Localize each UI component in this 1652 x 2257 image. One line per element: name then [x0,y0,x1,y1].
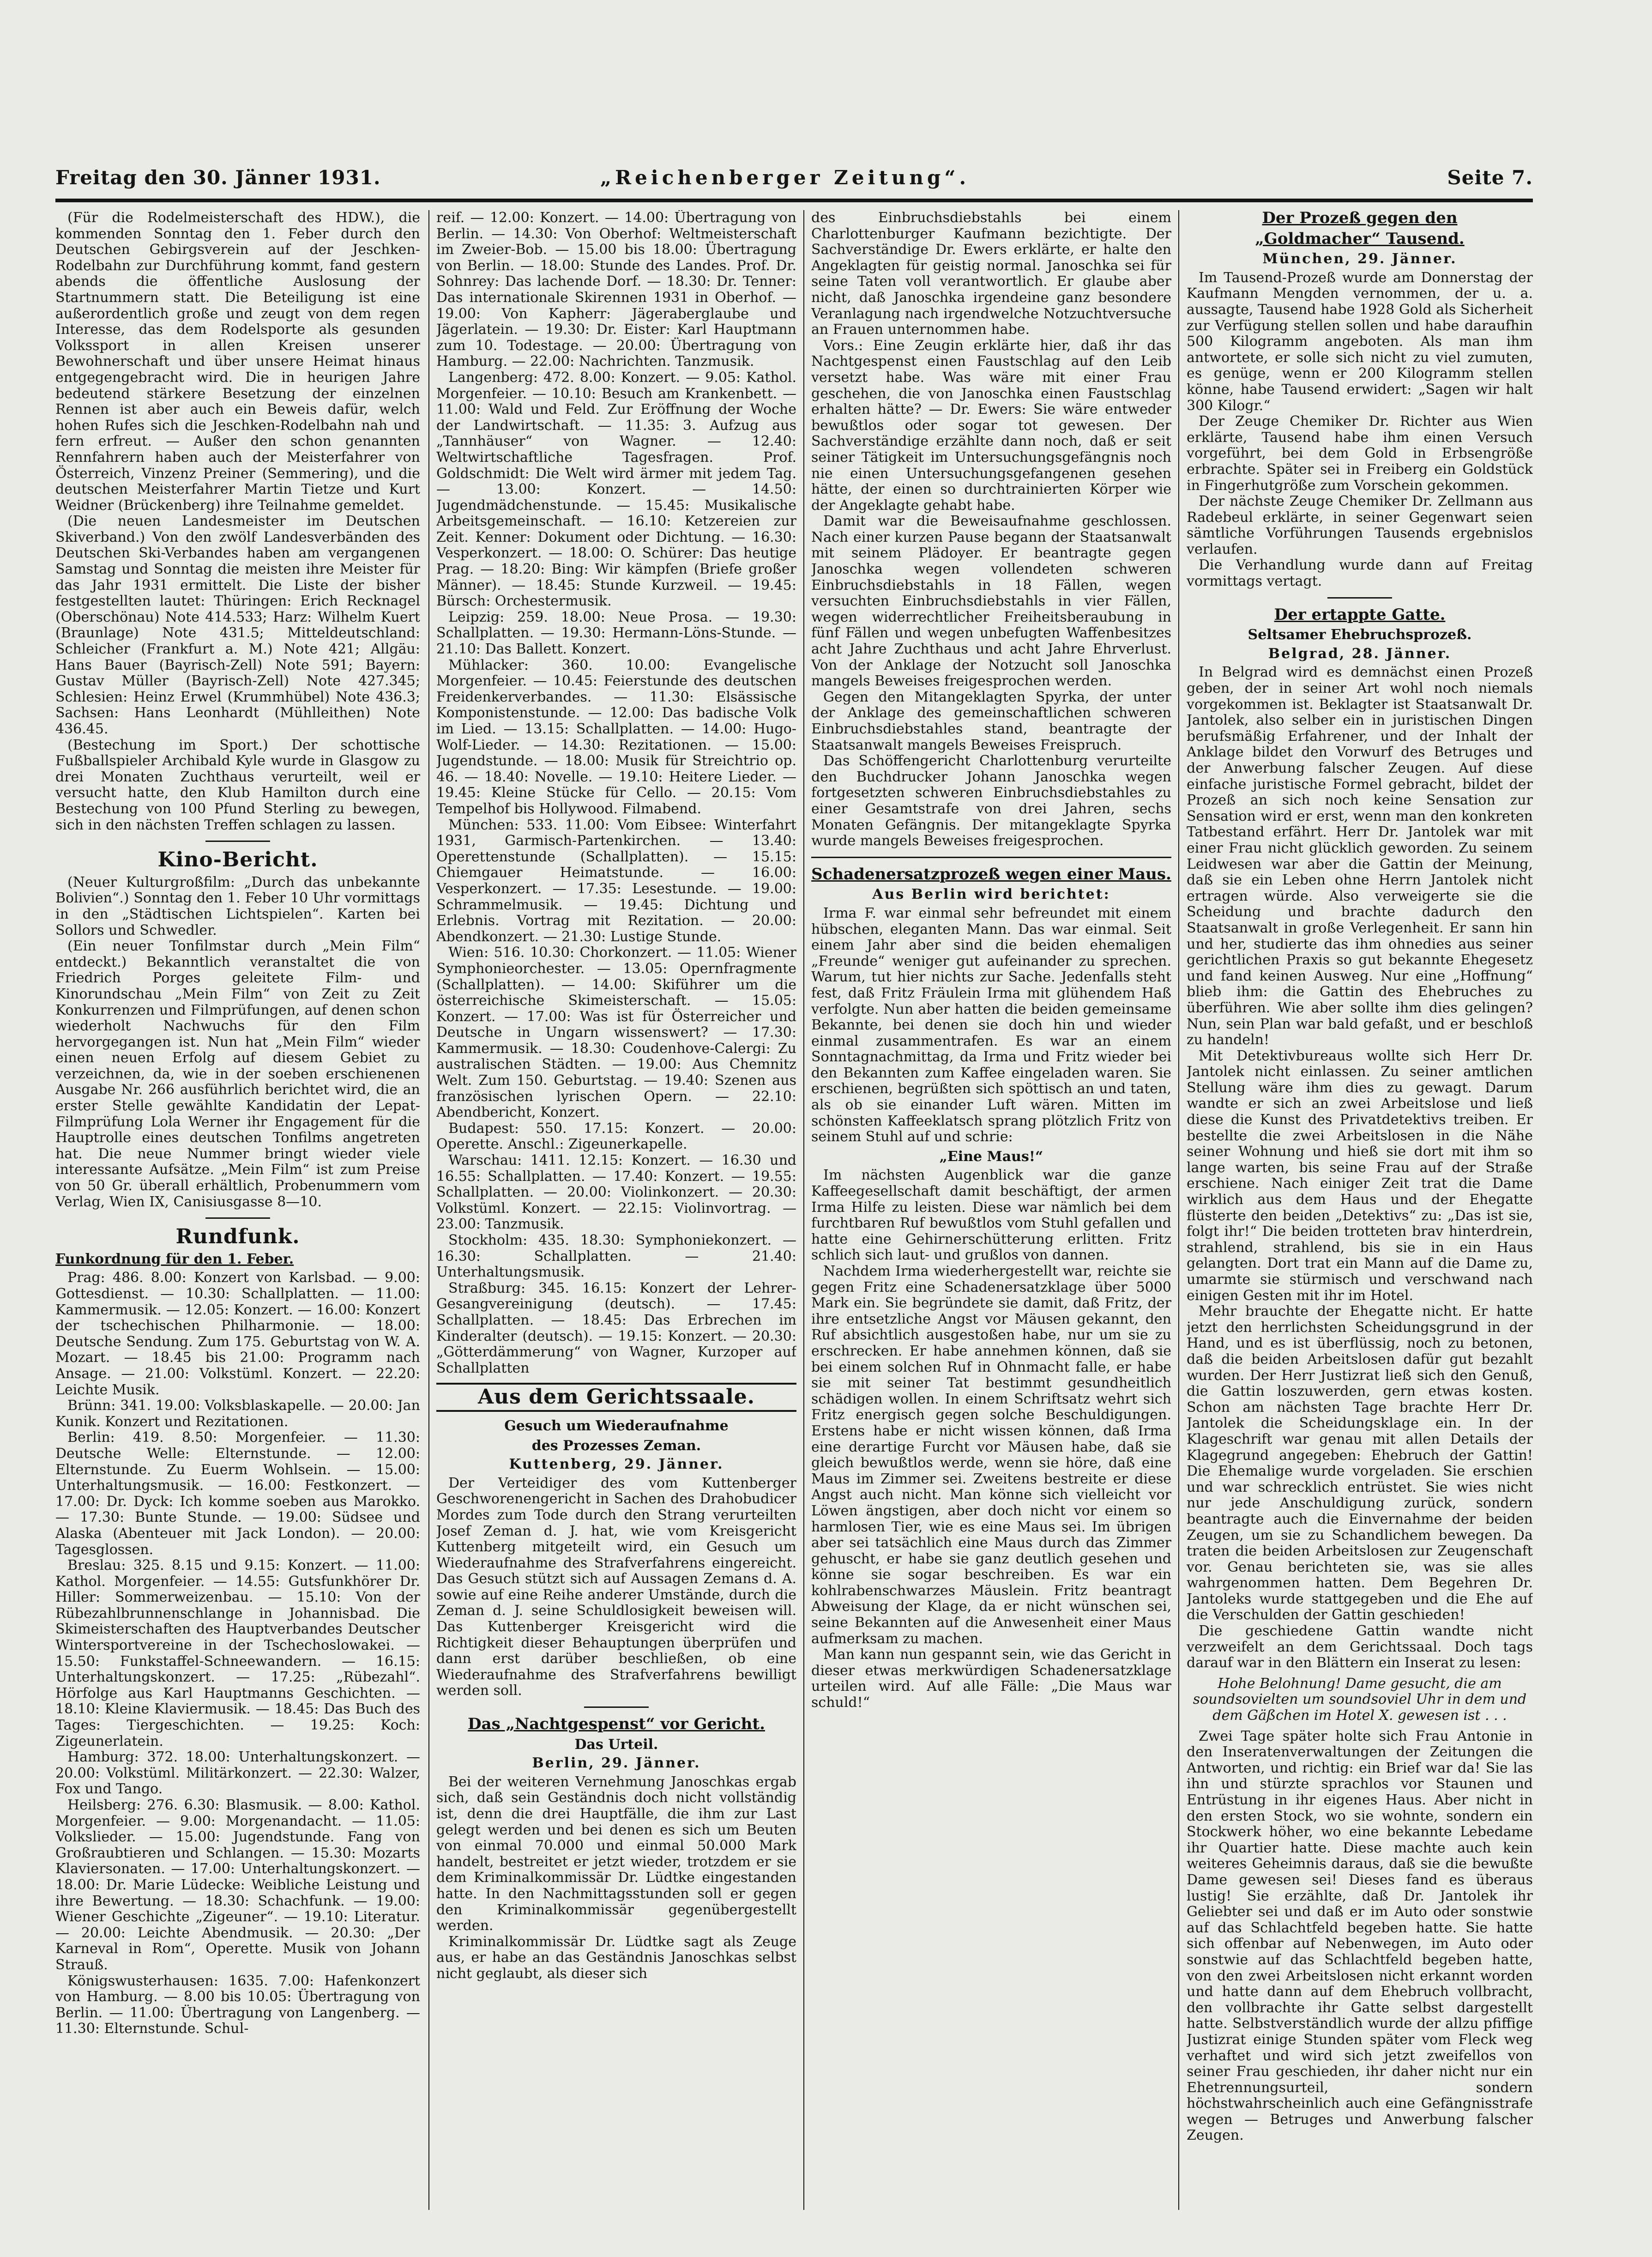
article-paragraph: Damit war die Beweisaufnahme geschlossen. Nach einer kurzen Pause begann der Staatsanwalt mit seinem Plädoyer. Er beantragte gegen Janoschka wegen vollendeten schweren Einbruchsdiebstahls in 18 Fällen, wegen versuchten Einbruchsdiebstahls in vier Fällen, wegen widerrechtlicher Freiheitsberaubung in fünf Fällen und wegen unbefugten Waffenbesitzes acht Jahre Zuchthaus und acht Jahre Ehrverlust. Von der Anklage der Notzucht soll Janoschka mangels Beweises freigesprochen werden. [811,513,1171,690]
separator [1327,597,1392,599]
masthead [55,166,1533,194]
separator [811,857,1171,858]
article-tausend-3: Der nächste Zeuge Chemiker Dr. Zellmann aus Radebeul erklärte, in seiner Gegenwart seien sämtliche Vorführungen Tausends ergebnislos verlaufen. [1187,493,1533,557]
header-rule [55,199,1533,202]
program-langenberg: Langenberg: 472. 8.00: Konzert. — 9.05: Kathol. Morgenfeier. — 10.10: Besuch am Krankenbett. — 11.00: Wald und Feld. Zur Eröffnung der Woche der Landwirtschaft. — 11.35: 3. Aufzug aus „Tannhäuser“ von Wagner. — 12.40: Weltwirtschaftliche Tagesfragen. Prof. Goldschmidt: Die Welt wird ärmer mit jedem Tag. — 13.00: Konzert. — 14.50: Jugendmädchenstunde. — 15.45: Musikalische Arbeitsgemeinschaft. — 16.10: Ketzereien zur Zeit. Kenner: Dokument oder Dichtung. — 16.30: Vesperkonzert. — 18.00: O. Schürer: Das heutige Prag. — 18.20: Bing: Wir kämpfen (Briefe großer Männer). — 18.45: Stunde Kurzweil. — 19.45: Bürsch: Orchestermusik. [436,369,796,610]
article-heading-tausend-1: Der Prozeß gegen den [1262,210,1458,227]
article-maus-1: Irma F. war einmal sehr befreundet mit einem hübschen, eleganten Mann. Das war einmal. Seit einem Jahr aber sind die beiden ehemaligen „Freunde“ weniger gut aufeinander zu sprechen. Warum, tut hier nichts zur Sache. Jedenfalls steht fest, daß Fritz Fräulein Irma mit glühendem Haß verfolgte. Nun aber hatten die beiden gemeinsame Bekannte, bei denen sie doch hin und wieder einmal zusammentrafen. Es war an einem Sonntagnachmittag, da Irma und Fritz wieder bei den Bekannten zum Kaffee eingeladen waren. Sie erschienen, begrüßten sich spöttisch an und taten, als ob sie einander Luft wären. Mitten im schönsten Kaffeeklatsch sprang plötzlich Fritz von seinem Stuhl auf und schrie: [811,905,1171,1145]
article-zeman: Der Verteidiger des vom Kuttenberger Geschworenengericht in Sachen des Drahobudicer Mordes zum Tode durch den Strang verurteilten Josef Zeman d. J. hat, wie vom Kreisgericht Kuttenberg mitgeteilt wird, ein Gesuch um Wiederaufnahme des Strafverfahrens eingereicht. Das Gesuch stützt sich auf Aussagen Zemans d. A. sowie auf eine Reihe anderer Umstände, durch die Zeman d. J. seine Schuldlosigkeit beweisen will. Das Kuttenberger Kreisgericht wird die Richtigkeit dieser Behauptungen überprüfen und dann erst darüber beschließen, ob eine Wiederaufnahme des Strafverfahrens bewilligt werden soll. [436,1475,796,1699]
program-muenchen: München: 533. 11.00: Vom Eibsee: Winterfahrt 1931, Garmisch-Partenkirchen. — 13.40: Operettenstunde (Schallplatten). — 15.15: Chiemgauer Heimatstunde. — 16.00: Vesperkonzert. — 17.35: Lesestunde. — 19.00: Schrammelmusik. — 19.45: Dichtung und Erlebnis. Vortrag mit Rezitation. — 20.00: Abendkonzert. — 21.30: Lustige Stunde. [436,817,796,945]
article-gatte-5: Zwei Tage später holte sich Frau Antonie in den Inseratenverwaltungen der Zeitungen die Antworten, und richtig: ein Brief war da! Sie las ihn und stürzte sprachlos vor Staunen und Entrüstung in ihr eigenes Haus. Aber nicht in den ersten Stock, wo sie wohnte, sondern ein Stockwerk höher, wo eine bekannte Lebedame ihr Quartier hatte. Diese machte auch kein weiteres Geheimnis daraus, daß sie die bewußte Dame gewesen sei! Dieses fand es überaus lustig! Sie erzählte, daß Dr. Jantolek ihr Geliebter sei und daß er im Auto oder sonstwie auf das Schlachtfeld begeben hatte. Sie hatte sich offenbar auf Nebenwegen, im Auto oder sonstwie auf das Schlachtfeld begeben hatte, von den zwei Arbeitslosen nicht erkannt worden und hatte dann auf dem Ehebruch vollbracht, den vollbrachte ihr Gatte selbst dargestellt hatte. Selbstverständlich wurde der allzu pfiffige Justizrat einige Stunden später vom Fleck weg verhaftet und wird sich jetzt zweifellos von seiner Frau geschieden, ihr daher nicht nur ein Ehetrennungsurteil, sondern höchstwahrscheinlich auch eine Gefängnisstrafe wegen — Betruges und Anwerbung falscher Zeugen. [1187,1728,1533,2144]
issue-date: Freitag den 30. Jänner 1931. [55,166,381,189]
article-rodel: (Für die Rodelmeisterschaft des HDW.), die kommenden Sonntag den 1. Feber durch den Deutschen Gebirgsverein auf der Jeschken-Rodelbahn zur Durchführung kommt, fand gestern abends die öffentliche Auslosung der Startnummern statt. Die Beteiligung ist eine außerordentlich große und zeugt von dem regen Interesse, das dem Rodelsporte als gesunden Volkssport in allen Kreisen unserer Bewohnerschaft und über unsere Heimat hinaus entgegengebracht wird. Die in heurigen Jahre bedeutend stärkere Besetzung der einzelnen Rennen ist aber auch ein Beweis dafür, welch hohen Rufes sich die Jeschken-Rodelbahn nah und fern erfreut. — Außer den schon genannten Rennfahrern haben auch der Meisterfahrer von Österreich, Vinzenz Preiner (Semmering), und die deutschen Meisterfahrer Martin Tietze und Kurt Weidner (Brückenberg) ihre Teilnahme gemeldet. [55,210,420,514]
column-3 [811,210,1171,2210]
article-nachtgespenst-1: Bei der weiteren Vernehmung Janoschkas ergab sich, daß sein Geständnis doch nicht vollständig ist, denn die drei Hauptfälle, die ihm zur Last gelegt werden und bei denen es sich um Beuten von einmal 70.000 und einmal 50.000 Mark handelt, bestreitet er jetzt wieder, trotzdem er sie dem Kriminalkommissär Dr. Lüdtke eingestanden hatte. In den Nachmittagsstunden soll er gegen den Kriminalkommissär gegenübergestellt werden. [436,1773,796,1934]
article-tausend-1: Im Tausend-Prozeß wurde am Donnerstag der Kaufmann Mengden vernommen, der u. a. aussagte, Tausend habe 1928 Gold als Sicherheit zur Verfügung stellen sollen und habe daraufhin 500 Kilogramm angeboten. Als man ihm antwortete, er solle sich nicht zu viel zumuten, es genüge, wenn er 200 Kilogramm stellen könne, habe Tausend erwidert: „Sagen wir halt 300 Kilogr.“ [1187,269,1533,414]
column-divider [428,210,429,2210]
article-kino-2: (Ein neuer Tonfilmstar durch „Mein Film“ entdeckt.) Bekanntlich veranstaltet die von Friedrich Porges geleitete Film- und Kinorundschau „Mein Film“ von Zeit zu Zeit Konkurrenzen und Filmprüfungen, auf denen schon wiederholt Nachwuchs für den Film hervorgegangen ist. Nun hat „Mein Film“ wieder einen neuen Erfolg auf diesem Gebiet zu verzeichnen, da, wie in der soeben erschienenen Ausgabe Nr. 266 ausführlich berichtet wird, die an erster Stelle gewählte Kandidatin der Lepat-Filmprüfung Lola Werner ihr Engagement für die Hauptrolle eines deutschen Tonfilms angetreten hat. Die neue Nummer bringt wieder viele interessante Aufsätze. „Mein Film“ ist zum Preise von 50 Gr. überall erhältlich, Probenummern vom Verlag, Wien IX, Canisiusgasse 8—10. [55,938,420,1210]
section-heading-rundfunk: Rundfunk. [175,1225,300,1249]
program-muehlacker: Mühlacker: 360. 10.00: Evangelische Morgenfeier. — 10.45: Feierstunde des deutschen Freidenkerverbandes. — 11.30: Elsässische Komponistenstunde. — 12.00: Das badische Volk im Lied. — 13.15: Schallplatten. — 14.00: Hugo-Wolf-Lieder. — 14.30: Rezitationen. — 15.00: Jugendstunde. — 18.00: Musik für Streichtrio op. 46. — 18.40: Novelle. — 19.10: Heitere Lieder. — 19.45: Kleine Stücke für Cello. — 20.15: Vom Tempelhof bis Hollywood. Filmabend. [436,657,796,817]
column-4 [1187,210,1533,2210]
program-berlin: Berlin: 419. 8.50: Morgenfeier. — 11.30: Deutsche Welle: Elternstunde. — 12.00: Elternstunde. Zu Euerm Wohlsein. — 15.00: Unterhaltungsmusik. — 16.00: Festkonzert. — 17.00: Dr. Dyck: Ich komme soeben aus Marokko. — 17.30: Bunte Stunde. — 19.00: Südsee und Alaska (Abenteuer mit Jack London). — 20.00: Tagesglossen. [55,1429,420,1558]
column-divider [1178,210,1179,2210]
newspaper-name: „Reichenberger Zeitung“. [600,166,970,189]
article-heading-zeman-1: Gesuch um Wiederaufnahme [504,1417,729,1434]
program-warschau: Warschau: 1411. 12.15: Konzert. — 16.30 und 16.55: Schallplatten. — 17.40: Konzert. — 19.55: Schallplatten. — 20.00: Violinkonzert. — 20.30: Volkstüml. Konzert. — 22.15: Violinvortrag. — 23.00: Tanzmusik. [436,1152,796,1233]
article-bestechung: (Bestechung im Sport.) Der schottische Fußballspieler Archibald Kyle wurde in Glasgow zu drei Monaten Zuchthaus verurteilt, weil er versucht hatte, den Klub Hamilton durch eine Bestechung von 100 Pfund Sterling zu bewegen, sich in den nächsten Treffen schlagen zu lassen. [55,737,420,833]
article-skiverband: (Die neuen Landesmeister im Deutschen Skiverband.) Von den zwölf Landesverbänden des Deutschen Ski-Verbandes haben am vergangenen Samstag und Sonntag die meisten ihre Meister für das Jahr 1931 ermittelt. Die Liste der bisher festgestellten lautet: Thüringen: Erich Recknagel (Oberschönau) Note 414.533; Harz: Wilhelm Kuert (Braunlage) Note 431.5; Mitteldeutschland: Schleicher (Frankfurt a. M.) Note 421; Allgäu: Hans Bauer (Bayrisch-Zell) Note 591; Bayern: Gustav Müller (Bayrisch-Zell) Note 427.345; Schlesien: Heinz Erwel (Krummhübel) Note 436.3; Sachsen: Hans Leonhardt (Mühlleithen) Note 436.45. [55,513,420,737]
article-gatte-4: Die geschiedene Gattin wandte nicht verzweifelt an dem Gerichtssaal. Doch tags darauf war in den Blättern ein Inserat zu lesen: [1187,1623,1533,1671]
separator [584,1706,649,1708]
article-paragraph: Das Schöffengericht Charlottenburg verurteilte den Buchdrucker Johann Janoschka wegen fortgesetzten schweren Einbruchsdiebstahles zu einer Gesamtstrafe von drei Jahren, sechs Monaten Gefängnis. Der mitangeklagte Spyrka wurde mangels Beweises freigesprochen. [811,753,1171,849]
program-hamburg: Hamburg: 372. 18.00: Unterhaltungskonzert. — 20.00: Volkstüml. Militärkonzert. — 22.30: Walzer, Fox und Tango. [55,1749,420,1797]
program-breslau: Breslau: 325. 8.15 und 9.15: Konzert. — 11.00: Kathol. Morgenfeier. — 14.55: Gutsfunkhörer Dr. Hiller: Sommerweizenbau. — 15.10: Von der Rübezahlbrunnenschlange in Johannisbad. Die Skimeisterschaften des Hauptverbandes Deutscher Wintersportvereine in der Tschechoslowakei. — 15.50: Funkstaffel-Schneewandern. — 16.15: Unterhaltungskonzert. — 17.25: „Rübezahl“. Hörfolge aus Karl Hauptmanns Geschichten. — 18.10: Kleine Klaviermusik. — 18.45: Das Buch des Tages: Tiergeschichten. — 19.25: Koch: Zigeunerlatein. [55,1557,420,1749]
article-gatte-2: Mit Detektivbureaus wollte sich Herr Dr. Jantolek nicht einlassen. Zu seiner amtlichen Stellung wäre ihm dies zu gewagt. Darum wandte er sich an zwei Arbeitslose und ließ diese die Kunst des Privatdetektivs treiben. Er bestellte die zwei Arbeitslosen in die Nähe seiner Wohnung und hieß sie dort mit ihm so lange warten, bis seine Frau auf der Straße erschiene. Nach einiger Zeit trat die Dame wirklich aus dem Haus und der Ehegatte flüsterte den beiden „Detektivs“ zu: „Das ist sie, folgt ihr!“ Die beiden trotteten brav hinterdrein, strahlend, strahlend, bis sie in ein Haus gelangten. Dort trat ein Mann auf die Dame zu, umarmte sie stürmisch und verschwand nach einigen Gesten mit ihr im Hotel. [1187,1047,1533,1304]
dateline: Kuttenberg, 29. Jänner. [509,1456,724,1473]
section-heading-gericht: Aus dem Gerichtssaale. [477,1385,755,1409]
article-maus-3: Nachdem Irma wiederhergestellt war, reichte sie gegen Fritz eine Schadenersatzklage über 5000 Mark ein. Sie begründete sie damit, daß Fritz, der ihre entsetzliche Angst vor Mäusen gekannt, den Ruf absichtlich ausgestoßen habe, nur um sie zu erschrecken. Er habe annehmen können, daß sie bei einem solchen Ruf in Ohnmacht falle, er habe sie mit seiner Tat bestimmt gesundheitlich schädigen wollen. In einem Schriftsatz wehrt sich Fritz energisch gegen solche Beschuldigungen. Erstens habe er nicht wissen können, daß Irma eine derartige Furcht vor Mäusen habe, daß sie gleich bewußtlos werde, wenn sie höre, daß eine Maus im Zimmer sei. Zweitens bestreite er diese Angst auch nicht. Man könne sich vielleicht vor Löwen ängstigen, aber doch nicht vor einem so harmlosen Tier, wie es eine Maus sei. Im übrigen aber sei tatsächlich eine Maus durch das Zimmer gehuscht, er habe sie ganz deutlich gesehen und könne sie sogar beschreiben. Es war ein kohlrabenschwarzes Mäuslein. Fritz beantragt Abweisung der Klage, da er nicht wünschen sei, seine Bekannten auf die Anwesenheit einer Maus aufmerksam zu machen. [811,1263,1171,1647]
column-2 [436,210,796,2210]
article-kino-1: (Neuer Kulturgroßfilm: „Durch das unbekannte Bolivien“.) Sonntag den 1. Feber 10 Uhr vormittags in den „Städtischen Lichtspielen“. Karten bei Sollors und Schwedler. [55,874,420,938]
article-subheading: Das Urteil. [574,1736,658,1753]
article-maus-4: Man kann nun gespannt sein, wie das Gericht in dieser etwas merkwürdigen Schadenersatzklage urteilen wird. Auf alle Fälle: „Die Maus war schuld!“ [811,1646,1171,1711]
page-number: Seite 7. [1447,166,1533,189]
program-strassburg: Straßburg: 345. 16.15: Konzert der Lehrer-Gesangvereinigung (deutsch). — 17.45: Schallplatten. — 18.45: Das Erbrechen im Kinderalter (deutsch). — 19.15: Konzert. — 20.30: „Götterdämmerung“ von Wagner, Kurzoper auf Schallplatten [436,1280,796,1376]
column-1 [55,210,420,2210]
dateline: Aus Berlin wird berichtet: [872,886,1110,903]
program-budapest: Budapest: 550. 17.15: Konzert. — 20.00: Operette. Anschl.: Zigeunerkapelle. [436,1120,796,1153]
article-paragraph: Vors.: Eine Zeugin erklärte hier, daß ihr das Nachtgespenst einen Faustschlag auf den Leib versetzt habe. Was wäre mit einer Frau geschehen, die von Janoschka einen Faustschlag erhalten hätte? — Dr. Ewers: Sie wäre entweder bewußtlos oder sogar tot gewesen. Der Sachverständige erzählte dann noch, daß er seit seiner Tätigkeit im Untersuchungsgefängnis noch nie einen Untersuchungsgefangenen gesehen hätte, der einen so durchtrainierten Körper wie der Angeklagte gehabt habe. [811,337,1171,514]
article-heading-gatte: Der ertappte Gatte. [1274,605,1446,624]
article-heading-maus: Schadenersatzprozeß wegen einer Maus. [811,865,1171,883]
article-quote: „Eine Maus!“ [939,1148,1043,1165]
dateline: Belgrad, 28. Jänner. [1268,645,1452,662]
section-heading-kino: Kino-Bericht. [157,848,318,872]
separator [205,1217,270,1219]
dateline: München, 29. Jänner. [1262,251,1457,267]
article-continued: des Einbruchsdiebstahls bei einem Charlottenburger Kaufmann bezichtigte. Der Sachverständige Dr. Ewers erklärte, er halte den Angeklagten für geistig normal. Janoschka sei für seine Taten voll verantwortlich. Er glaube aber nicht, daß Janoschka irgendeine ganz besondere Veranlagung nach irgendwelche Notzuchtversuche an Frauen unternommen habe. [811,210,1171,338]
article-paragraph: Gegen den Mitangeklagten Spyrka, der unter der Anklage des gemeinschaftlichen schweren Einbruchsdiebstahles stand, beantragte der Staatsanwalt mangels Beweises Freispruch. [811,689,1171,753]
article-tausend-4: Die Verhandlung wurde dann auf Freitag vormittags vertagt. [1187,557,1533,590]
section-box [436,1383,796,1412]
inserat-quote: Hohe Belohnung! Dame gesucht, die am soundsovielten um soundsoviel Uhr in dem und dem Gäßchen im Hotel X. gewesen ist . . . [1193,1675,1527,1724]
program-continued: reif. — 12.00: Konzert. — 14.00: Übertragung von Berlin. — 14.30: Von Oberhof: Weltmeisterschaft im Zweier-Bob. — 15.00 bis 18.00: Übertragung von Berlin. — 18.00: Stunde des Landes. Prof. Dr. Sohnrey: Das lachende Dorf. — 18.30: Dr. Tenner: Das internationale Skirennen 1931 in Oberhof. — 19.00: Von Kapherr: Jägeraberglaube und Jägerlatein. — 19.30: Dr. Eister: Karl Hauptmann zum 10. Todestage. — 20.00: Übertragung von Hamburg. — 22.00: Nachrichten. Tanzmusik. [436,210,796,370]
dateline: Berlin, 29. Jänner. [532,1755,701,1772]
program-wien: Wien: 516. 10.30: Chorkonzert. — 11.05: Wiener Symphonieorchester. — 13.05: Opernfragmente (Schallplatten). — 14.00: Skiführer um die österreichische Skimeisterschaft. — 15.05: Konzert. — 17.00: Was ist für Österreicher und Deutsche in Ungarn wissenswert? — 17.30: Kammermusik. — 18.30: Coudenhove-Calergi: Zu australischen Städten. — 19.00: Aus Chemnitz Welt. Zum 150. Geburtstag. — 19.40: Szenen aus französischen lyrischen Opern. — 22.10: Abendbericht, Konzert. [436,944,796,1121]
program-heilsberg: Heilsberg: 276. 6.30: Blasmusik. — 8.00: Kathol. Morgenfeier. — 9.00: Morgenandacht. — 11.05: Volkslieder. — 15.00: Jugendstunde. Fang von Großraubtieren und Schlangen. — 15.30: Mozarts Klaviersonaten. — 17.00: Unterhaltungskonzert. — 18.00: Dr. Marie Lüdecke: Weibliche Leistung und ihre Bewertung. — 18.30: Schachfunk. — 19.00: Wiener Geschichte „Zigeuner“. — 19.10: Literatur. — 20.00: Leichte Abendmusik. — 20.30: „Der Karneval in Rom“, Operette. Musik von Johann Strauß. [55,1797,420,1973]
rundfunk-subheading: Funkordnung für den 1. Feber. [55,1251,294,1267]
article-tausend-2: Der Zeuge Chemiker Dr. Richter aus Wien erklärte, Tausend habe ihm einen Versuch vorgeführt, bei dem Gold in Erbsengröße erbrachte. Später sei in Freiberg ein Goldstück in Fingerhutgröße zum Vorschein gekommen. [1187,413,1533,494]
program-bruenn: Brünn: 341. 19.00: Volksblaskapelle. — 20.00: Jan Kunik. Konzert und Rezitationen. [55,1398,420,1430]
article-heading-zeman-2: des Prozesses Zeman. [531,1437,701,1454]
article-heading-nachtgespenst: Das „Nachtgespenst“ vor Gericht. [468,1715,765,1734]
article-maus-2: Im nächsten Augenblick war die ganze Kaffeegesellschaft damit beschäftigt, der armen Irma Hilfe zu leisten. Diese war nämlich bei dem furchtbaren Ruf bewußtlos vom Stuhl gefallen und hatte eine Gehirnerschütterung erlitten. Fritz schlich sich laut- und grußlos von dannen. [811,1167,1171,1264]
program-koenigswusterhausen: Königswusterhausen: 1635. 7.00: Hafenkonzert von Hamburg. — 8.00 bis 10.05: Übertragung von Berlin. — 11.00: Übertragung von Langenberg. — 11.30: Elternstunde. Schul- [55,1973,420,2037]
article-gatte-3: Mehr brauchte der Ehegatte nicht. Er hatte jetzt den herrlichsten Scheidungsgrund in der Hand, und es ist überflüssig, noch zu betonen, daß die beiden Arbeitslosen dafür gut bezahlt wurden. Der Herr Justizrat ließ sich den Genuß, die Gattin loszuwerden, gern etwas kosten. Schon am nächsten Tage brachte Herr Dr. Jantolek die Scheidungsklage ein. In der Klageschrift war genau mit allen Details der Klagegrund angegeben: Ehebruch der Gattin! Die Ehemalige wurde vorgeladen. Sie erschien und war schrecklich entrüstet. Sie wies nicht nur jede Anschuldigung zurück, sondern beantragte auch die Einvernahme der beiden Zeugen, um sie zu Schandlichem bewegen. Da traten die beiden Arbeitslosen zur Zeugenschaft vor. Genau berichteten sie, was sie alles wahrgenommen hatten. Dem Begehren Dr. Jantoleks wurde stattgegeben und die Ehe auf die Verschulden der Gattin geschieden! [1187,1303,1533,1623]
program-prag: Prag: 486. 8.00: Konzert von Karlsbad. — 9.00: Gottesdienst. — 10.30: Schallplatten. — 11.00: Kammermusik. — 12.05: Konzert. — 16.00: Konzert der tschechischen Philharmonie. — 18.00: Deutsche Sendung. Zum 175. Geburtstag von W. A. Mozart. — 18.45 bis 21.00: Programm nach Ansage. — 21.00: Volkstüml. Konzert. — 22.20: Leichte Musik. [55,1270,420,1398]
separator [205,841,270,842]
article-subheading: Seltsamer Ehebruchsprozeß. [1248,627,1472,643]
program-leipzig: Leipzig: 259. 18.00: Neue Prosa. — 19.30: Schallplatten. — 19.30: Hermann-Löns-Stunde. — 21.10: Das Ballett. Konzert. [436,609,796,658]
column-divider [803,210,804,2210]
article-heading-tausend-2: „Goldmacher“ Tausend. [1255,229,1465,248]
article-nachtgespenst-2: Kriminalkommissär Dr. Lüdtke sagt als Zeuge aus, er habe an das Geständnis Janoschkas selbst nicht geglaubt, als dieser sich [436,1933,796,1982]
program-stockholm: Stockholm: 435. 18.30: Symphoniekonzert. — 16.30: Schallplatten. — 21.40: Unterhaltungsmusik. [436,1232,796,1281]
article-gatte-1: In Belgrad wird es demnächst einen Prozeß geben, der in seiner Art wohl noch niemals vorgekommen ist. Beklagter ist Staatsanwalt Dr. Jantolek, also selber ein in juristischen Dingen berufsmäßig Erfahrener, und der Inhalt der Anklage bildet den Vorwurf des Betruges und der Anwerbung falscher Zeugen. Auf diese einfache juristische Formel gebracht, bildet der Prozeß an sich noch keine Sensation zur Sensation wird er erst, wenn man den konkreten Tatbestand erfährt. Herr Dr. Jantolek war mit einer Frau nicht glücklich geworden. Zu seinem Leidwesen war aber die Gattin der Meinung, daß sie ein Leben ohne Herrn Jantolek nicht ertragen würde. Also verweigerte sie die Scheidung und brachte dadurch den Staatsanwalt in große Verlegenheit. Er sann hin und her, studierte das ihm ohnedies aus seiner gerichtlichen Praxis so gut bekannte Ehegesetz und fand keinen Ausweg. Nur eine „Hoffnung“ blieb ihm: die Gattin des Ehebruches zu überführen. Wie aber sollte ihm dies gelingen? Nun, sein Plan war bald gefaßt, und er beschloß zu handeln! [1187,664,1533,1048]
